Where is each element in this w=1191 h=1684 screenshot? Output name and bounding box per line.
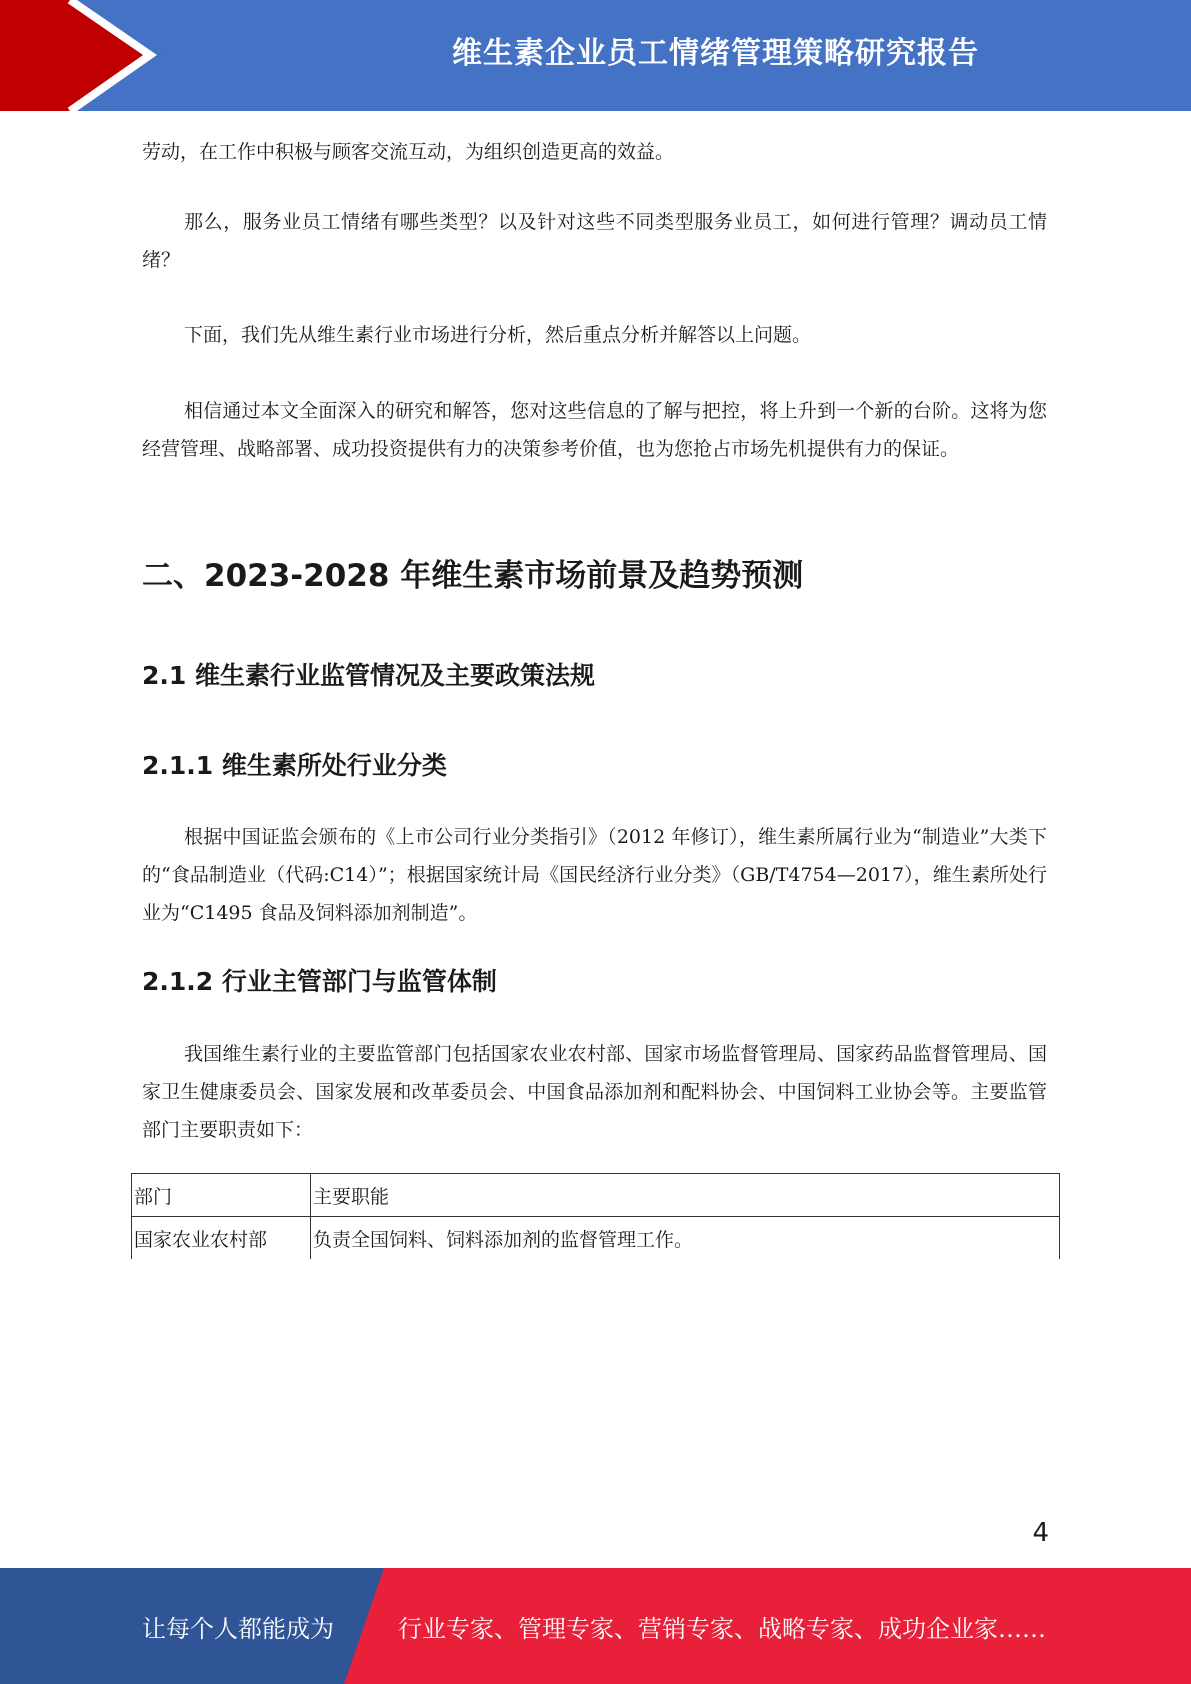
table-cell: 负责全国饲料、饲料添加剂的监督管理工作。 xyxy=(311,1217,1060,1260)
section-heading: 二、2023-2028 年维生素市场前景及趋势预测 xyxy=(142,558,804,594)
paragraph-4 xyxy=(142,392,1047,468)
paragraph-text: 我国维生素行业的主要监管部门包括国家农业农村部、国家市场监督管理局、国家药品监督管理局、国家卫生健康委员会、国家发展和改革委员会、中国食品添加剂和配料协会、中国饲料工业协会等。主要监管部门主要职责如下： xyxy=(142,1043,1047,1141)
sub2-heading: 2.1.2 行业主管部门与监管体制 xyxy=(142,967,497,996)
table-row xyxy=(132,1217,1060,1260)
table-header-row xyxy=(132,1174,1060,1217)
regulator-table xyxy=(131,1173,1060,1259)
sub1-heading: 2.1.1 维生素所处行业分类 xyxy=(142,751,447,780)
paragraph-text: 劳动，在工作中积极与顾客交流互动，为组织创造更高的效益。 xyxy=(142,141,675,163)
footer-slogan-left: 让每个人都能成为 xyxy=(142,1614,334,1643)
table-cell: 国家农业农村部 xyxy=(132,1217,311,1260)
table-header-cell: 部门 xyxy=(132,1174,311,1217)
paragraph-text: 根据中国证监会颁布的《上市公司行业分类指引》（2012 年修订），维生素所属行业为“制造业”大类下的“食品制造业（代码:C14）”；根据国家统计局《国民经济行业分类》（GB/T4754—2017），维生素所处行业为“C1495 食品及饲料添加剂制造”。 xyxy=(142,826,1047,924)
sub-heading: 2.1 维生素行业监管情况及主要政策法规 xyxy=(142,661,595,690)
paragraph-1 xyxy=(142,133,1047,171)
paragraph-3 xyxy=(142,316,1047,354)
footer-banner xyxy=(0,1568,1191,1684)
paragraph-text: 下面，我们先从维生素行业市场进行分析，然后重点分析并解答以上问题。 xyxy=(184,324,812,346)
page-number: 4 xyxy=(1032,1518,1049,1548)
table-header-cell: 主要职能 xyxy=(311,1174,1060,1217)
sub2-paragraph xyxy=(142,1035,1047,1149)
header-arrow-icon xyxy=(0,0,300,111)
header-title: 维生素企业员工情绪管理策略研究报告 xyxy=(452,36,979,71)
sub1-paragraph xyxy=(142,818,1047,932)
header-banner xyxy=(0,0,1191,111)
footer-slogan-right: 行业专家、管理专家、营销专家、战略专家、成功企业家…… xyxy=(398,1614,1046,1643)
paragraph-text: 那么，服务业员工情绪有哪些类型？以及针对这些不同类型服务业员工，如何进行管理？调动员工情绪？ xyxy=(142,211,1047,271)
paragraph-text: 相信通过本文全面深入的研究和解答，您对这些信息的了解与把控，将上升到一个新的台阶。这将为您经营管理、战略部署、成功投资提供有力的决策参考价值，也为您抢占市场先机提供有力的保证。 xyxy=(142,400,1047,460)
paragraph-2 xyxy=(142,203,1047,279)
